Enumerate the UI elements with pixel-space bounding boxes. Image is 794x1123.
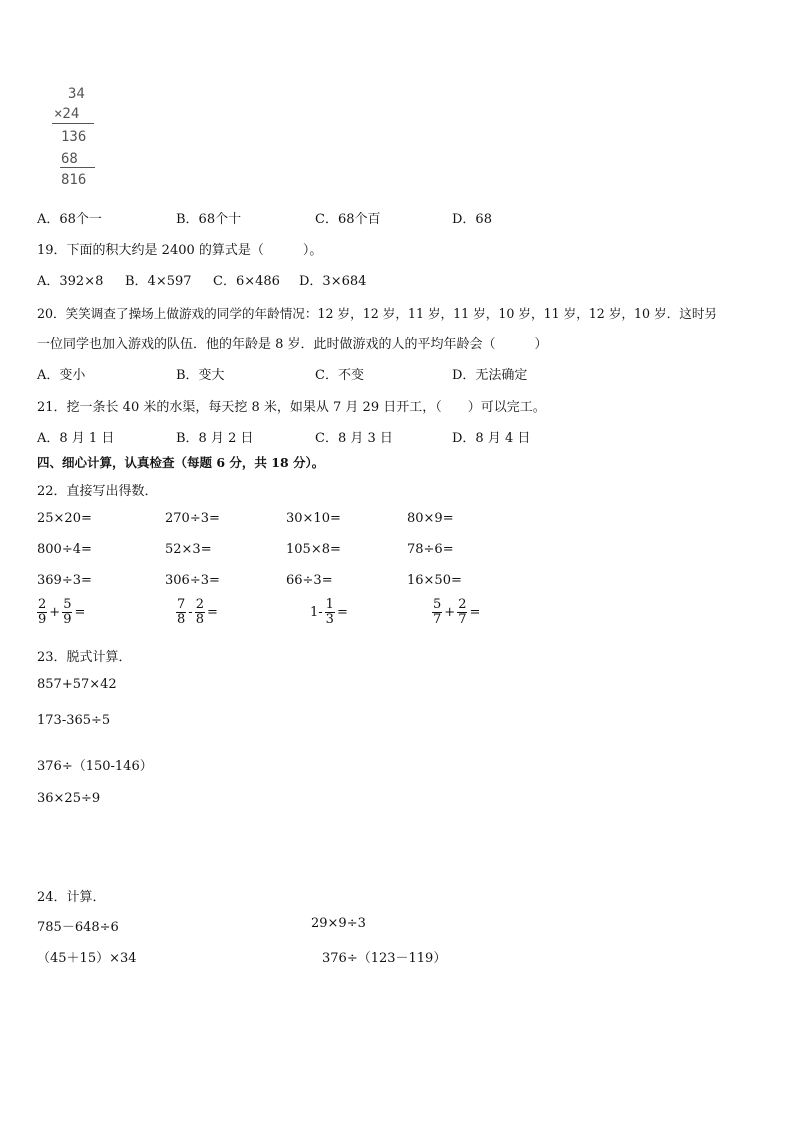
q20-option-a[interactable]: A．变小 [37,368,86,383]
q22-item: 306÷3= [165,573,220,588]
equals: = [336,604,348,620]
mult-line-1 [52,123,94,124]
numerator: 7 [177,597,186,612]
q22-item: 30×10= [286,511,341,526]
mult-top: 34 [68,86,85,102]
q22-title: 22．直接写出得数． [37,484,158,499]
q22-fraction-expr [432,598,480,626]
numerator: 2 [458,597,467,612]
q22-item: 369÷3= [37,573,92,588]
q19-option-d[interactable]: D．3×684 [299,274,367,289]
q24-title: 24．计算． [37,890,106,905]
q20-option-c[interactable]: C．不变 [315,368,364,383]
mult-result: 816 [61,172,87,188]
mult-partial2: 68 [61,151,78,167]
mult-partial1: 136 [61,129,87,145]
operator: - [188,604,193,620]
q21-option-a[interactable]: A．8 月 1 日 [37,431,115,446]
numerator: 2 [195,597,204,612]
q20-stem-line2: 一位同学也加入游戏的队伍．他的年龄是 8 岁．此时做游戏的人的平均年龄会（ ） [37,337,548,352]
q21-option-b[interactable]: B．8 月 2 日 [176,431,254,446]
fraction [325,598,335,626]
q24-item: 29×9÷3 [311,916,366,931]
q22-item: 105×8= [286,542,341,557]
mult-line-2 [60,167,95,168]
q22-item: 25×20= [37,511,92,526]
q22-item: 16×50= [407,573,462,588]
operator: + [49,604,61,620]
q20-stem-line1: 20．笑笑调查了操场上做游戏的同学的年龄情况：12 岁，12 岁，11 岁，11 岁，10 岁，11 岁，12 岁，10 岁．这时另 [37,306,718,321]
q21-stem: 21．挖一条长 40 米的水渠，每天挖 8 米，如果从 7 月 29 日开工，（ ）可以完工。 [37,400,546,415]
denominator: 7 [458,611,467,627]
q19-option-b[interactable]: B．4×597 [125,274,192,289]
q22-item: 78÷6= [407,542,454,557]
q18-option-c[interactable]: C．68个百 [315,212,381,227]
q22-item: 52×3= [165,542,212,557]
equals: = [469,604,481,620]
fraction [195,598,205,626]
q22-item: 270÷3= [165,511,220,526]
q24-item: （45＋15）×34 [37,951,137,966]
q21-option-d[interactable]: D．8 月 4 日 [452,431,531,446]
numerator: 5 [433,597,442,612]
fraction [432,598,442,626]
q23-title: 23．脱式计算． [37,650,132,665]
fraction [37,598,47,626]
numerator: 1 [325,597,334,612]
q20-option-d[interactable]: D．无法确定 [452,368,528,383]
q18-option-b[interactable]: B．68个十 [176,212,242,227]
denominator: 8 [195,611,204,627]
q24-item: 376÷（123－119） [322,951,447,966]
q18-option-a[interactable]: A．68个一 [37,212,102,227]
equals: = [74,604,86,620]
mult-second: ×24 [54,106,80,122]
numerator: 2 [38,597,47,612]
lead-term: 1- [310,604,323,620]
denominator: 9 [63,611,72,627]
q20-option-b[interactable]: B．变大 [176,368,225,383]
q18-option-d[interactable]: D．68 [452,212,492,227]
q22-fraction-expr [176,598,218,626]
q21-option-c[interactable]: C．8 月 3 日 [315,431,393,446]
q19-stem: 19．下面的积大约是 2400 的算式是（ ）。 [37,243,323,258]
denominator: 7 [433,611,442,627]
q22-fraction-expr [37,598,85,626]
fraction [457,598,467,626]
q23-item: 857+57×42 [37,677,117,692]
q19-option-a[interactable]: A．392×8 [37,274,104,289]
q22-item: 80×9= [407,511,454,526]
operator: + [444,604,456,620]
q23-item: 376÷（150-146） [37,759,153,774]
q22-fraction-expr [310,598,348,626]
denominator: 8 [177,611,186,627]
fraction [62,598,72,626]
q23-item: 36×25÷9 [37,791,101,806]
q24-item: 785－648÷6 [37,920,119,935]
fraction [176,598,186,626]
denominator: 9 [38,611,47,627]
section4-heading: 四、细心计算，认真检查（每题 6 分，共 18 分）。 [37,455,325,470]
denominator: 3 [325,611,334,627]
q22-item: 800÷4= [37,542,92,557]
q19-option-c[interactable]: C．6×486 [213,274,280,289]
numerator: 5 [63,597,72,612]
equals: = [206,604,218,620]
q22-item: 66÷3= [286,573,333,588]
q23-item: 173-365÷5 [37,713,111,728]
